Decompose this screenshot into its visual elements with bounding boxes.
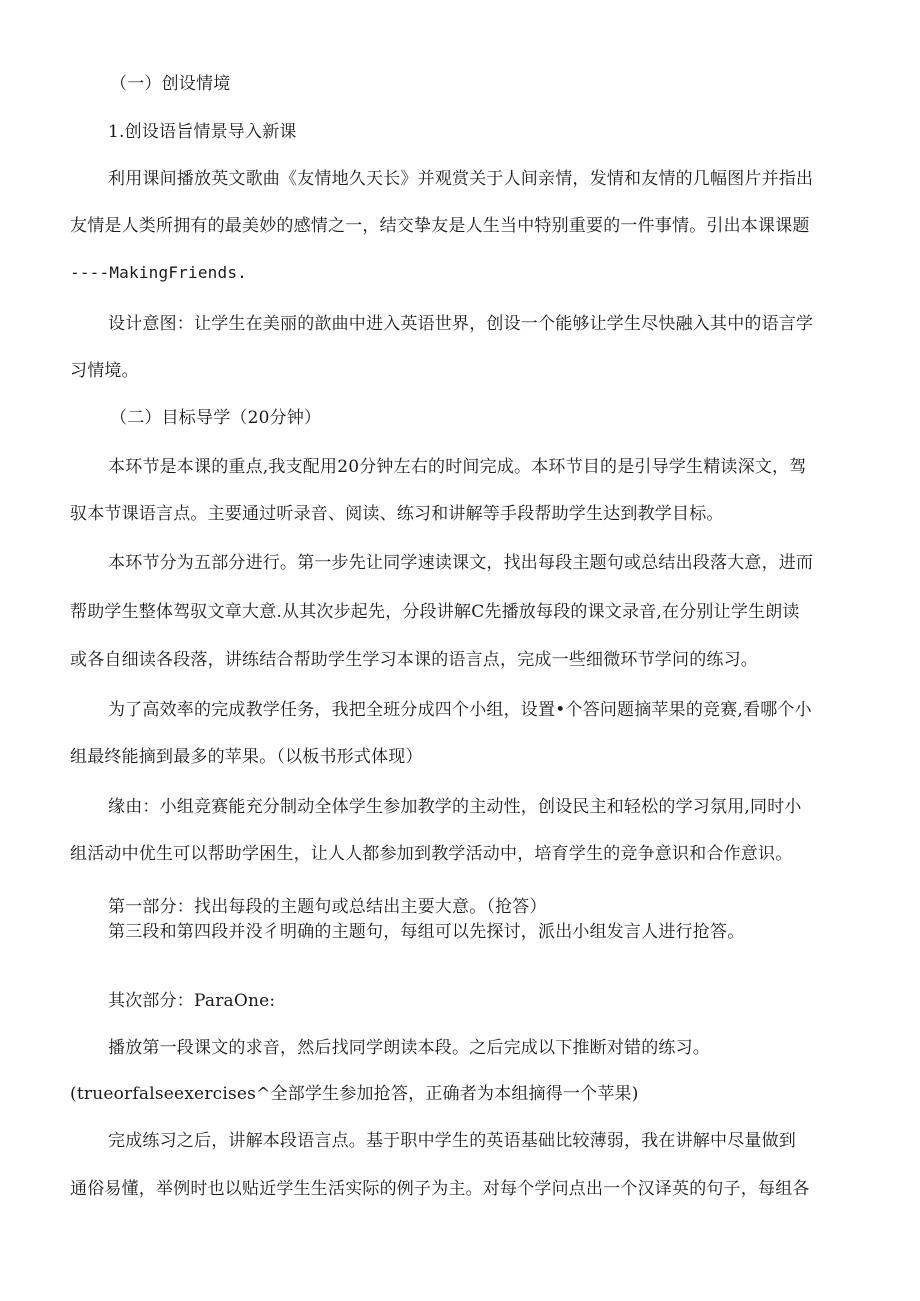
paragraph-line: 组活动中优生可以帮助学困生，让人人都参加到教学活动中，培育学生的竞争意识和合作意识。 — [70, 844, 793, 864]
paragraph-line: 利用课间播放英文歌曲《友情地久天长》并观赏关于人间亲情，发情和友情的几幅图片并指出 — [108, 169, 814, 189]
paragraph-line: 缘由：小组竞赛能充分制动全体学生参加教学的主动性，创设民主和轻松的学习氛用,同时小 — [108, 797, 802, 817]
paragraph-line: 驭本节课语言点。主要通过听录音、阅读、练习和讲解等手段帮助学生达到教学目标。 — [70, 504, 724, 524]
paragraph-line: 本环节是本课的重点,我支配用20分钟左右的时间完成。本环节目的是引导学生精读深文，驾 — [108, 457, 807, 477]
subheading-intro-lesson: 1.创设语旨情景导入新课 — [108, 122, 297, 142]
heading-create-situation: （一）创设情境 — [110, 74, 231, 94]
paragraph-line: 播放第一段课文的求音，然后找同学朗读本段。之后完成以下推断对错的练习。 — [108, 1038, 710, 1058]
paragraph-line: 组最终能摘到最多的苹果。（以板书形式体现） — [70, 747, 423, 767]
part-one-heading: 第一部分：找出每段的主题句或总结出主要大意。（抢答） — [108, 897, 547, 917]
design-intent-line: 设计意图：让学生在美丽的歆曲中进入英语世界，创设一个能够让学生尽快融入其中的语言学 — [108, 314, 814, 334]
paragraph-line: (trueorfalseexercises^全部学生参加抢答，正确者为本组摘得一个苹果) — [70, 1084, 639, 1104]
paragraph-line: 友情是人类所拥有的最美妙的感情之一，结交挚友是人生当中特别重要的一件事情。引出本课课题 — [70, 216, 810, 236]
paragraph-line: 习情境。 — [70, 361, 139, 381]
paragraph-line: 帮助学生整体驾驭文章大意.从其次步起先，分段讲解C先播放每段的课文录音,在分别让学生朗读 — [70, 602, 800, 622]
paragraph-line: 本环节分为五部分进行。第一步先让同学速读课文，找出每段主题句或总结出段落大意，进而 — [108, 553, 814, 573]
paragraph-line: 通俗易懂，举例时也以贴近学生生活实际的例子为主。对每个学问点出一个汉译英的句子，每组各 — [70, 1179, 810, 1199]
paragraph-line: 完成练习之后，讲解本段语言点。基于职中学生的英语基础比较薄弱，我在讲解中尽量做到 — [108, 1131, 796, 1151]
heading-goal-guidance: （二）目标导学（20分钟） — [110, 408, 322, 428]
part-two-heading: 其次部分：ParaOne: — [108, 991, 276, 1011]
paragraph-line: ----MakingFriends. — [70, 263, 247, 282]
paragraph-line: 第三段和第四段并没彳明确的主题句，每组可以先探讨，派出小组发言人进行抢答。 — [108, 922, 745, 942]
paragraph-line: 或各自细读各段落，讲练结合帮助学生学习本课的语言点，完成一些细微环节学问的练习。 — [70, 650, 758, 670]
paragraph-line: 为了高效率的完成教学任务，我把全班分成四个小组，设置•个答问题摘苹果的竞赛,看哪个小 — [108, 700, 812, 720]
